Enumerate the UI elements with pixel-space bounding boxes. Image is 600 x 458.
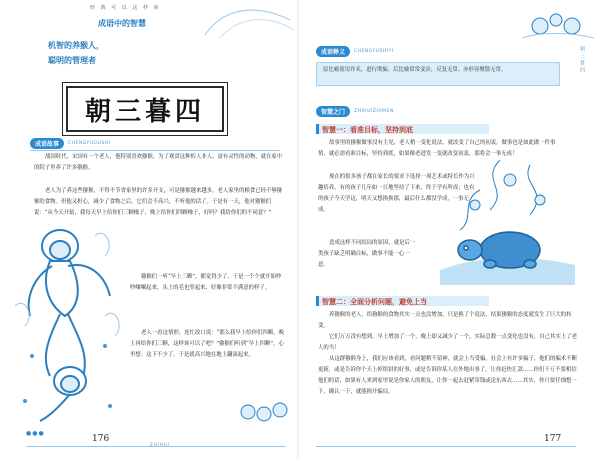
section-label-story <box>30 138 110 149</box>
page-number-right: 177 <box>544 434 562 444</box>
story-block-3 <box>130 272 286 294</box>
lead-line-2: 聪明的管理者 <box>48 55 96 65</box>
book-title: 成语中的智慧 <box>98 19 146 28</box>
footer-rule-right <box>316 446 576 447</box>
lead-line-1: 机智的养猴人， <box>48 40 104 50</box>
running-header <box>90 4 210 34</box>
wisdom-2-paragraph-2: 它们万万没有想到，早上增加了一个，晚上却又减少了一个，实际总数一点变化也没有，自己其实上了老人的当！ <box>318 334 577 351</box>
wisdom-1-block-a <box>318 138 566 160</box>
section-pill: 智慧之门 <box>316 106 350 117</box>
section-pill: 成语释义 <box>316 46 350 57</box>
lead-text <box>48 38 168 68</box>
section-rule <box>30 150 280 151</box>
wisdom-title-2: 智慧二：全面分析问题，避免上当 <box>322 298 427 306</box>
swirl-ornament-top <box>200 0 296 40</box>
side-tab: 朝三暮四 <box>579 46 585 74</box>
wisdom-2-paragraph-3: 从这群猕猴身上，我们应该看到，看问题稍不留神，就会上当受骗。社会上有许多骗子，他们的骗术不断更新，或是告诉你个天上掉馅饼的好事，或是告诉你某人在外地出事了，让你赶快汇款……你们千万不要相信他们的话，如果有人来到家里说是你家人的朋友，让你一起去赶紧寄钱或送东西去……其实，你只要仔细想一下，确认一下，就能揭开骗局。 <box>318 356 577 395</box>
section-pinyin: CHENGYUSHIYI <box>354 49 394 54</box>
story-paragraph-1: 战国时代，宋国有一个老人，他特别喜欢猕猴，为了观赏这种似人非人、富有灵性的动物，就在家中的院子里养了许多猕猴。 <box>34 154 283 171</box>
wisdom-1-block-c <box>318 238 418 271</box>
turtle-illustration <box>420 160 580 290</box>
section-label-wisdom <box>316 106 394 117</box>
wisdom-1-paragraph-3: 造成这样不同结局的原因，就是后一类孩子缺乏明确目标，做事不能一心一意。 <box>318 240 416 268</box>
section-pinyin: CHENGYUGUSHI <box>68 141 111 146</box>
wisdom-2-paragraph-1: 养猕猴的老人，给猕猴的食物其实一点也没增加，只是换了个说法，结果猕猴的态度就发生了巨大的转变。 <box>318 312 572 329</box>
meaning-box: 原比喻使用诈术，进行欺骗。后比喻常常变卦，反复无常。亦形容聚散无常。 <box>316 62 560 86</box>
peach-icons <box>236 392 296 428</box>
peacock-ornament-top <box>520 4 596 44</box>
idiom-title-frame <box>66 86 224 132</box>
wisdom-2-block <box>318 310 578 398</box>
page-number-left: 176 <box>92 434 110 444</box>
series-title: 经 典 可 以 这 样 读 <box>90 5 161 11</box>
footer-dots: ●●● <box>26 430 45 437</box>
wisdom-1-paragraph-1: 故事里的猕猴做事没有主见，老人稍一变化说法，就改变了自己的初衷。做事也是如此做一件事情，就必需看准目标，坚持到底，如果像老进发一变就改变初衷，那将会一事无成！ <box>318 140 556 157</box>
idiom-title: 朝三暮四 <box>84 96 205 127</box>
wisdom-title-1: 智慧一：看准目标，坚持到底 <box>322 126 413 134</box>
footer-word: ZHIHUI <box>150 442 171 447</box>
section-pill: 成语故事 <box>30 138 64 149</box>
story-paragraph-2: 老人为了养这些猕猴，不得不节省家里的许多开支，可是猕猴越来越多，老人家里的粮食已经不够猕猴的食物。但他又担心，减少了食物之后，它们会不高兴，不听他的话了。于是有一天，他对猕猴们说：“从今天开始，我每天早上给你们三颗橡子，晚上给你们四颗橡子，好吗？我给你们的不同意？” <box>34 188 283 216</box>
story-block <box>34 152 286 174</box>
monkey-illustration <box>10 206 130 426</box>
story-paragraph-4: 老人一看这情形，连忙改口说：“那么我早上给你们四颗，晚上再给你们三颗，这样该可以了吧？”猕猴们听到“早上四颗”，心里想：这下不少了。于是就高兴地在地上翻滚起来。 <box>130 330 284 358</box>
story-block-4 <box>130 328 286 361</box>
story-paragraph-3: 猕猴们一听“早上三颗”，都觉得少了，于是一个个就开始吵吵嚷嚷起来，头上的毛也竖起来，好像非常不满意的样子。 <box>130 274 282 291</box>
section-pinyin: ZHIHUIZHIMEN <box>354 109 394 114</box>
wisdom-1-paragraph-2: 现在的很多孩子都在家长的要求下选择一项艺术或特长作为兴趣培养，有的孩子几年如一日地坚持了下来，终于学有所成；也有的孩子今天学这，明天又想换换那，最后什么都没学成，一事无成。 <box>318 174 475 213</box>
section-label-meaning <box>316 46 394 57</box>
